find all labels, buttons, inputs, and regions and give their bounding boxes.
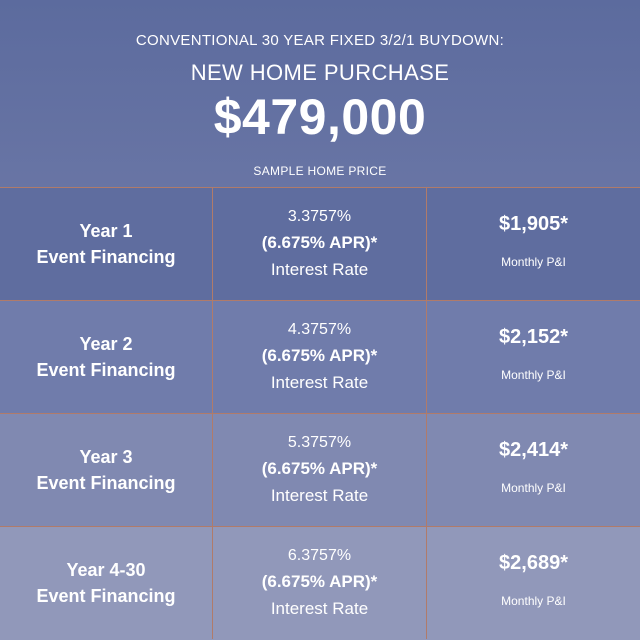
year-cell (0, 527, 213, 639)
rate-label: Interest Rate (270, 373, 369, 392)
rate-cell (213, 414, 427, 526)
loan-type-kicker: CONVENTIONAL 30 YEAR FIXED 3/2/1 BUYDOWN: (135, 32, 505, 49)
rate-cell (213, 527, 427, 639)
payment-cell (427, 414, 640, 526)
home-price: $479,000 (213, 89, 427, 145)
year-label: Year 2 (79, 334, 133, 354)
interest-rate: 6.3757% (287, 547, 352, 564)
monthly-payment: $2,414* (499, 439, 568, 461)
year-sublabel: Event Financing (36, 247, 176, 267)
payment-cell (427, 301, 640, 413)
rate-cell (213, 188, 427, 300)
apr: (6.675% APR)* (261, 346, 378, 365)
home-price-caption: SAMPLE HOME PRICE (253, 164, 387, 178)
rate-label: Interest Rate (270, 260, 369, 279)
monthly-payment: $1,905* (499, 213, 568, 235)
payment-label: Monthly P&I (501, 481, 566, 495)
rate-table (0, 188, 640, 640)
payment-cell (427, 527, 640, 639)
year-sublabel: Event Financing (36, 360, 176, 380)
table-row (0, 188, 640, 301)
header (0, 0, 640, 188)
interest-rate: 5.3757% (287, 434, 352, 451)
year-label: Year 4-30 (66, 560, 146, 580)
table-row (0, 414, 640, 527)
monthly-payment: $2,152* (499, 326, 568, 348)
interest-rate: 4.3757% (287, 321, 352, 338)
year-label: Year 1 (79, 221, 133, 241)
purchase-subtitle: NEW HOME PURCHASE (190, 60, 450, 85)
rate-cell (213, 301, 427, 413)
year-cell (0, 414, 213, 526)
year-cell (0, 188, 213, 300)
year-sublabel: Event Financing (36, 473, 176, 493)
apr: (6.675% APR)* (261, 572, 378, 591)
payment-label: Monthly P&I (501, 368, 566, 382)
apr: (6.675% APR)* (261, 459, 378, 478)
apr: (6.675% APR)* (261, 233, 378, 252)
table-row (0, 527, 640, 640)
rate-label: Interest Rate (270, 599, 369, 618)
year-sublabel: Event Financing (36, 586, 176, 606)
payment-cell (427, 188, 640, 300)
year-cell (0, 301, 213, 413)
payment-label: Monthly P&I (501, 255, 566, 269)
monthly-payment: $2,689* (499, 552, 568, 574)
rate-label: Interest Rate (270, 486, 369, 505)
payment-label: Monthly P&I (501, 594, 566, 608)
table-row (0, 301, 640, 414)
interest-rate: 3.3757% (287, 208, 352, 225)
year-label: Year 3 (79, 447, 133, 467)
